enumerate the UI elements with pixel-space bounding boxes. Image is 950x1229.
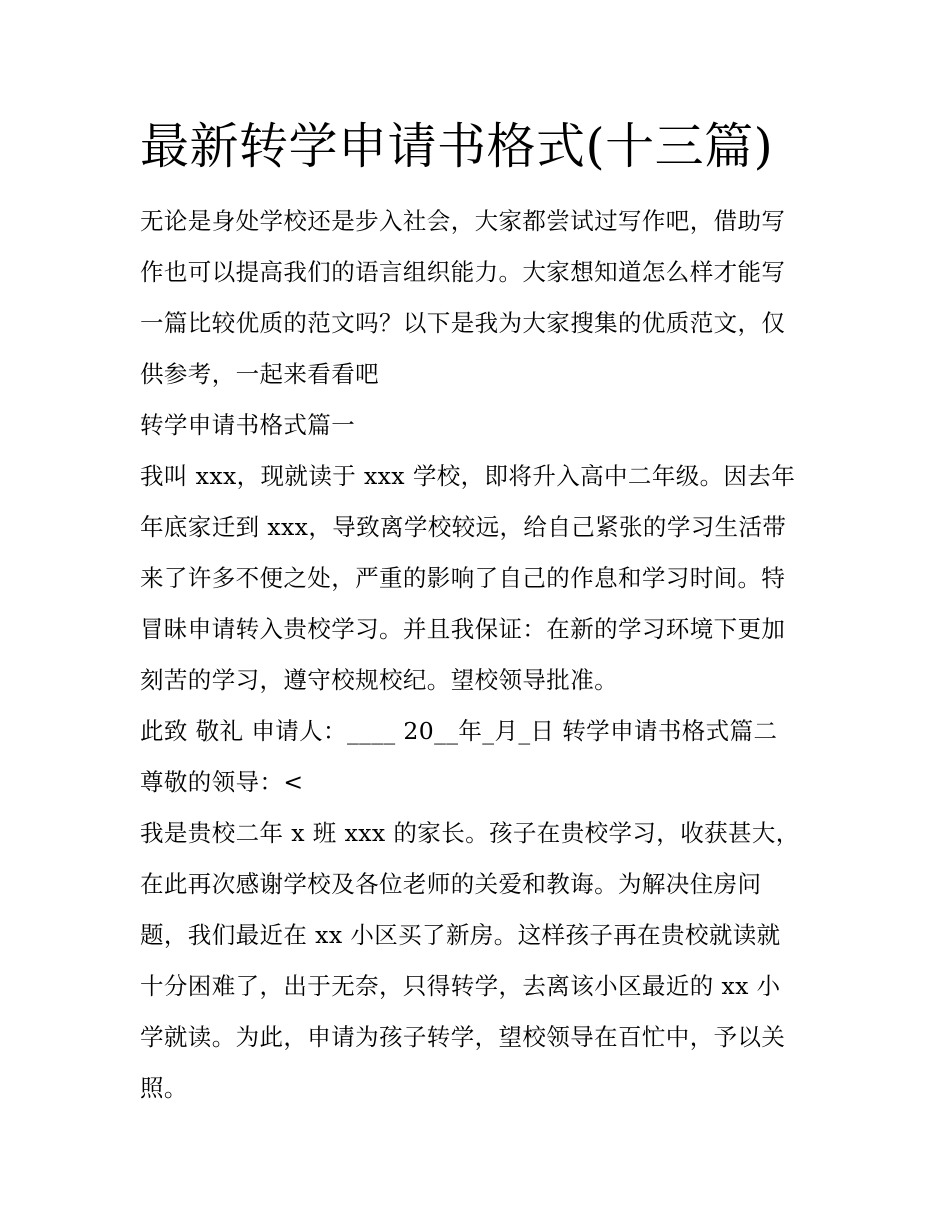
body-line: 此致 敬礼 申请人：____ 20__年_月_日 转学申请书格式篇二 (140, 717, 778, 745)
body-line: 年底家迁到 xxx，导致离学校较远，给自己紧张的学习生活带 (140, 513, 787, 541)
body-line: 来了许多不便之处，严重的影响了自己的作息和学习时间。特 (140, 564, 786, 592)
body-line: 学就读。为此，申请为孩子转学，望校领导在百忙中，予以关 (140, 1023, 786, 1051)
body-line: 我是贵校二年 x 班 xxx 的家长。孩子在贵校学习，收获甚大， (140, 819, 800, 847)
body-line: 供参考，一起来看看吧 (140, 360, 379, 388)
body-line: 题，我们最近在 xx 小区买了新房。这样孩子再在贵校就读就 (140, 921, 781, 949)
salutation-line: 尊敬的领导：< (140, 768, 304, 796)
body-line: 无论是身处学校还是步入社会，大家都尝试过写作吧，借助写 (140, 207, 786, 235)
body-line: 十分困难了，出于无奈，只得转学，去离该小区最近的 xx 小 (140, 972, 781, 1000)
body-line: 在此再次感谢学校及各位老师的关爱和教诲。为解决住房问 (140, 870, 762, 898)
document-title: 最新转学申请书格式(十三篇) (140, 118, 774, 175)
document-body (140, 196, 812, 1114)
section-heading-1: 转学申请书格式篇一 (140, 411, 356, 439)
body-line: 作也可以提高我们的语言组织能力。大家想知道怎么样才能写 (140, 258, 786, 286)
body-line: 照。 (140, 1074, 188, 1102)
body-line: 我叫 xxx，现就读于 xxx 学校，即将升入高中二年级。因去年 (140, 462, 796, 490)
body-line: 冒昧申请转入贵校学习。并且我保证：在新的学习环境下更加 (140, 615, 786, 643)
body-line: 刻苦的学习，遵守校规校纪。望校领导批准。 (140, 666, 618, 694)
body-line: 一篇比较优质的范文吗？以下是我为大家搜集的优质范文，仅 (140, 309, 786, 337)
